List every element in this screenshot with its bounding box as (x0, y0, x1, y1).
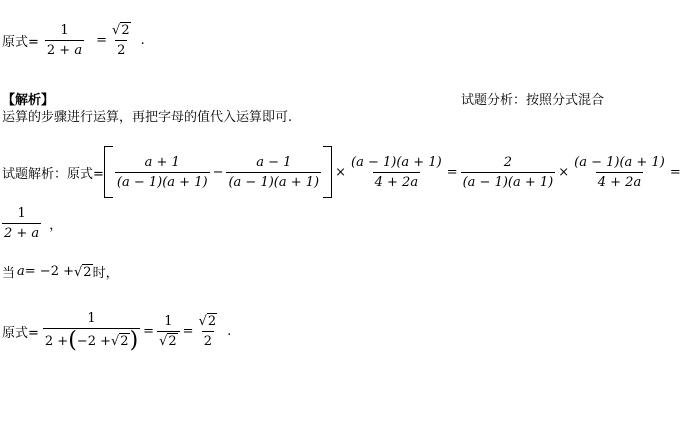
solution-line-main (2, 146, 684, 198)
value-expression: = −2 + (24, 264, 74, 279)
minus-sign: − (212, 164, 224, 180)
comma: ， (49, 218, 63, 233)
shi-text: 时， (92, 266, 119, 281)
equals-sign: = (143, 323, 155, 339)
label-yuanshi: 原式= (2, 35, 39, 50)
label-yuanshi: 原式= (2, 325, 39, 341)
equals-sign: = (96, 33, 108, 48)
analysis-text-start: 试题分析：按照分式混合 (461, 93, 605, 108)
times-sign: × (558, 164, 570, 180)
numerator: 1 (60, 23, 69, 38)
fraction-t3: $\frac{(a - 1)(a + 1)}{4 + 2a}$ (351, 154, 442, 190)
right-bracket (323, 146, 332, 198)
fraction-sqrt2-over-2: $\frac{√2}{2}$ (198, 313, 217, 349)
fraction-sqrt2-over-2 (110, 22, 133, 59)
equals-sign: = (669, 164, 681, 180)
result-line-1 (2, 22, 148, 59)
sqrt-2: √2 (74, 264, 92, 280)
fraction-t5: $\frac{(a - 1)(a + 1)}{4 + 2a}$ (574, 154, 665, 190)
fraction-1-over-2-plus-a: $\frac{1}{2 + a}$ (4, 206, 40, 241)
solution-line-result (2, 205, 62, 242)
final-line (2, 310, 234, 352)
fraction-substituted: 1 2 + ( −2 + √2 ) (44, 311, 139, 353)
variable-a: a (17, 264, 25, 279)
denominator: 2 (115, 40, 127, 59)
numerator: √2 (112, 23, 130, 38)
times-sign: × (335, 164, 347, 180)
fraction-1-over-2-plus-a (45, 22, 84, 59)
denominator: 2 + a (45, 40, 84, 59)
fraction-1-over-sqrt2: $\frac{1}{√2}$ (157, 313, 180, 350)
label-solution: 试题解析：原式= (2, 166, 104, 182)
fraction-t4: $\frac{2}{(a - 1)(a + 1)}$ (462, 154, 554, 190)
period: . (140, 33, 145, 48)
equals-sign: = (182, 323, 194, 339)
analysis-text-continued: 运算的步骤进行运算，再把字母的值代入运算即可. (2, 110, 293, 125)
left-bracket (104, 146, 113, 198)
equals-sign: = (446, 164, 458, 180)
fraction-t2: $\frac{a - 1}{(a - 1)(a + 1)}$ (228, 154, 320, 190)
period: . (227, 323, 232, 339)
substitution-line (2, 262, 119, 281)
fraction-t1: $\frac{a + 1}{(a - 1)(a + 1)}$ (116, 154, 208, 190)
jiexi-heading: 【解析】 (2, 93, 55, 108)
when-text: 当 (2, 266, 16, 281)
